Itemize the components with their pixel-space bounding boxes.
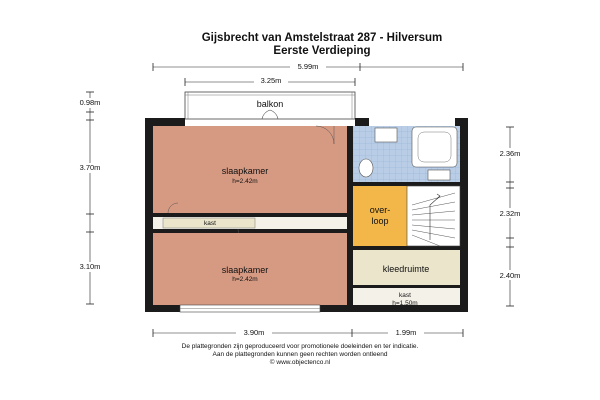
disclaimer-line-2: Aan de plattegronden kunnen geen rechten worden ontleend	[212, 351, 388, 358]
dimension-top-inner	[185, 76, 355, 86]
dimension-left	[72, 92, 108, 304]
sink-icon	[375, 128, 397, 142]
towel-radiator-icon	[428, 170, 450, 180]
room-label-slaapkamer-top: slaapkamer	[221, 166, 269, 176]
room-label-kast-bottom: kast	[399, 292, 411, 299]
disclaimer-line-1: De plattegronden zijn geproduceerd voor promotionele doeleinden en ter indicatie.	[181, 343, 419, 350]
room-label-overloop-2: loop	[371, 216, 389, 226]
room-label-kleedruimte: kleedruimte	[382, 264, 430, 274]
dimension-label: 2.36m	[499, 149, 521, 158]
room-dressing	[353, 250, 460, 285]
dimension-label: 5.99m	[297, 62, 319, 71]
plan-subtitle: Eerste Verdieping	[273, 45, 371, 57]
dimension-label: 3.90m	[243, 328, 265, 337]
dimension-label: 1.99m	[395, 328, 417, 337]
closet-bottom	[353, 288, 460, 307]
dimension-label: 0.98m	[79, 98, 101, 107]
room-label-balkon: balkon	[256, 99, 284, 109]
dimension-label: 3.70m	[79, 163, 101, 172]
balcony	[185, 92, 355, 119]
room-label-slaapkamer-bottom: slaapkamer	[221, 265, 269, 275]
room-label-kast: kast	[204, 220, 216, 227]
dimension-label: 2.32m	[499, 209, 521, 218]
room-height-slaapkamer-bottom: h=2.42m	[232, 276, 258, 283]
room-bedroom-bottom	[153, 233, 347, 312]
dimension-label: 3.10m	[79, 262, 101, 271]
plan-title: Gijsbrecht van Amstelstraat 287 - Hilversum	[201, 32, 443, 44]
room-bathroom	[353, 126, 460, 182]
dimension-label: 2.40m	[499, 271, 521, 280]
dimension-right	[492, 127, 528, 306]
dimension-top-total	[153, 61, 463, 71]
room-landing	[353, 186, 407, 246]
toilet-icon	[359, 159, 373, 177]
bathtub-icon	[412, 127, 457, 167]
room-bedroom-top	[153, 126, 347, 213]
room-label-overloop-1: over-	[369, 205, 391, 215]
disclaimer-line-3: © www.objectenco.nl	[269, 359, 331, 366]
room-height-kast-bottom: h=1.50m	[392, 300, 418, 307]
room-height-slaapkamer-top: h=2.42m	[232, 178, 258, 185]
dimension-label: 3.25m	[260, 76, 282, 85]
dimension-bottom	[153, 327, 463, 337]
staircase	[407, 186, 460, 246]
